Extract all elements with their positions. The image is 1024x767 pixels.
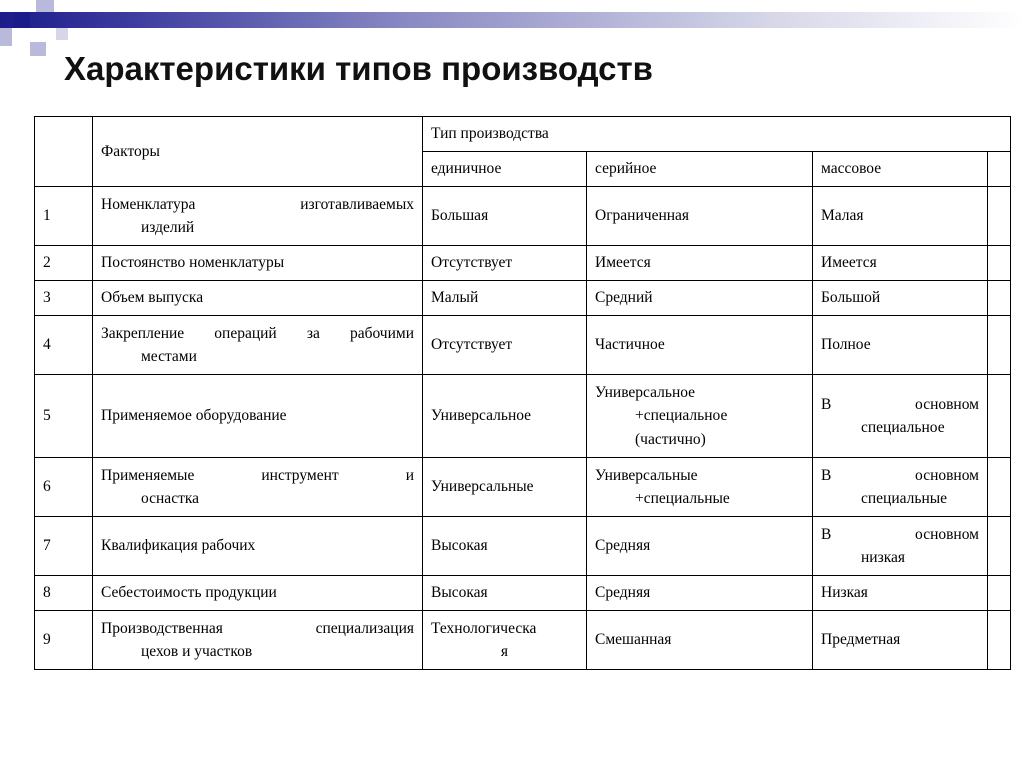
single-line: я bbox=[500, 643, 509, 660]
row-number: 9 bbox=[35, 611, 93, 670]
serial-cell bbox=[587, 458, 813, 517]
row-number: 4 bbox=[35, 316, 93, 375]
serial-cell: Имеется bbox=[587, 246, 813, 281]
mass-line: специальные bbox=[861, 490, 948, 507]
row-number: 2 bbox=[35, 246, 93, 281]
row-number: 6 bbox=[35, 458, 93, 517]
table-row bbox=[35, 375, 1011, 458]
serial-cell: Частичное bbox=[587, 316, 813, 375]
serial-line: +специальное bbox=[635, 407, 728, 425]
factor-line: Номенклатура изготавливаемых bbox=[101, 195, 414, 213]
empty-cell bbox=[988, 576, 1011, 611]
factor-line: Производственная специализация bbox=[101, 619, 414, 637]
factor-cell bbox=[93, 187, 423, 246]
header-factors: Факторы bbox=[93, 117, 423, 187]
row-number: 1 bbox=[35, 187, 93, 246]
mass-line: В основном bbox=[821, 395, 979, 413]
production-types-table bbox=[34, 116, 1011, 670]
empty-cell bbox=[988, 316, 1011, 375]
mass-cell bbox=[813, 458, 988, 517]
empty-cell bbox=[988, 281, 1011, 316]
single-cell: Отсутствует bbox=[423, 246, 587, 281]
mass-line: низкая bbox=[861, 549, 906, 566]
serial-cell: Средняя bbox=[587, 576, 813, 611]
decorative-square bbox=[14, 12, 30, 28]
factor-cell bbox=[93, 316, 423, 375]
row-number: 8 bbox=[35, 576, 93, 611]
slide-title: Характеристики типов производств bbox=[64, 50, 653, 87]
table-row bbox=[35, 458, 1011, 517]
subheader-mass: массовое bbox=[813, 152, 988, 187]
decorative-header-bar bbox=[0, 12, 1024, 28]
mass-cell: Малая bbox=[813, 187, 988, 246]
table-row bbox=[35, 576, 1011, 611]
factor-cell: Постоянство номенклатуры bbox=[93, 246, 423, 281]
serial-cell: Средняя bbox=[587, 517, 813, 576]
serial-line: Универсальное bbox=[595, 384, 696, 402]
table-row bbox=[35, 281, 1011, 316]
factor-line: оснастка bbox=[141, 490, 200, 507]
single-cell: Высокая bbox=[423, 576, 587, 611]
serial-line: +специальные bbox=[635, 490, 730, 507]
single-cell: Большая bbox=[423, 187, 587, 246]
header-num-cell bbox=[35, 117, 93, 187]
empty-cell bbox=[988, 517, 1011, 576]
serial-cell: Средний bbox=[587, 281, 813, 316]
row-number: 3 bbox=[35, 281, 93, 316]
table-row bbox=[35, 246, 1011, 281]
single-cell: Малый bbox=[423, 281, 587, 316]
decorative-square bbox=[30, 28, 46, 42]
factor-line: Применяемые инструмент и bbox=[101, 466, 414, 484]
single-cell: Отсутствует bbox=[423, 316, 587, 375]
table-row bbox=[35, 517, 1011, 576]
mass-cell: Низкая bbox=[813, 576, 988, 611]
factor-line: местами bbox=[141, 348, 197, 365]
mass-line: В основном bbox=[821, 525, 979, 543]
subheader-single: единичное bbox=[423, 152, 587, 187]
empty-cell bbox=[988, 246, 1011, 281]
empty-cell bbox=[988, 187, 1011, 246]
factor-line: изделий bbox=[141, 219, 195, 236]
factor-cell: Применяемое оборудование bbox=[93, 375, 423, 458]
mass-cell: Большой bbox=[813, 281, 988, 316]
single-line: Технологическа bbox=[431, 619, 537, 637]
factor-line: цехов и участков bbox=[141, 643, 253, 660]
serial-cell bbox=[587, 375, 813, 458]
factor-cell: Себестоимость продукции bbox=[93, 576, 423, 611]
single-cell: Высокая bbox=[423, 517, 587, 576]
serial-cell: Смешанная bbox=[587, 611, 813, 670]
table-row bbox=[35, 316, 1011, 375]
subheader-serial: серийное bbox=[587, 152, 813, 187]
mass-cell: Предметная bbox=[813, 611, 988, 670]
factor-cell bbox=[93, 611, 423, 670]
serial-line: (частично) bbox=[635, 430, 706, 448]
empty-cell bbox=[988, 611, 1011, 670]
decorative-square bbox=[0, 28, 12, 46]
serial-line: Универсальные bbox=[595, 466, 698, 484]
row-number: 7 bbox=[35, 517, 93, 576]
empty-cell bbox=[988, 152, 1011, 187]
table-row bbox=[35, 187, 1011, 246]
single-cell: Универсальное bbox=[423, 375, 587, 458]
factor-cell: Объем выпуска bbox=[93, 281, 423, 316]
decorative-square bbox=[30, 42, 46, 56]
factor-line: Закрепление операций за рабочими bbox=[101, 324, 414, 342]
empty-cell bbox=[988, 458, 1011, 517]
single-cell bbox=[423, 611, 587, 670]
mass-cell: Полное bbox=[813, 316, 988, 375]
single-cell: Универсальные bbox=[423, 458, 587, 517]
mass-line: В основном bbox=[821, 466, 979, 484]
decorative-square bbox=[56, 28, 68, 40]
factor-cell: Квалификация рабочих bbox=[93, 517, 423, 576]
mass-line: специальное bbox=[861, 419, 945, 436]
empty-cell bbox=[988, 375, 1011, 458]
header-production-type: Тип производства bbox=[423, 117, 1011, 152]
decorative-square bbox=[36, 0, 54, 12]
mass-cell: Имеется bbox=[813, 246, 988, 281]
serial-cell: Ограниченная bbox=[587, 187, 813, 246]
row-number: 5 bbox=[35, 375, 93, 458]
mass-cell bbox=[813, 517, 988, 576]
factor-cell bbox=[93, 458, 423, 517]
mass-cell bbox=[813, 375, 988, 458]
table-row bbox=[35, 611, 1011, 670]
